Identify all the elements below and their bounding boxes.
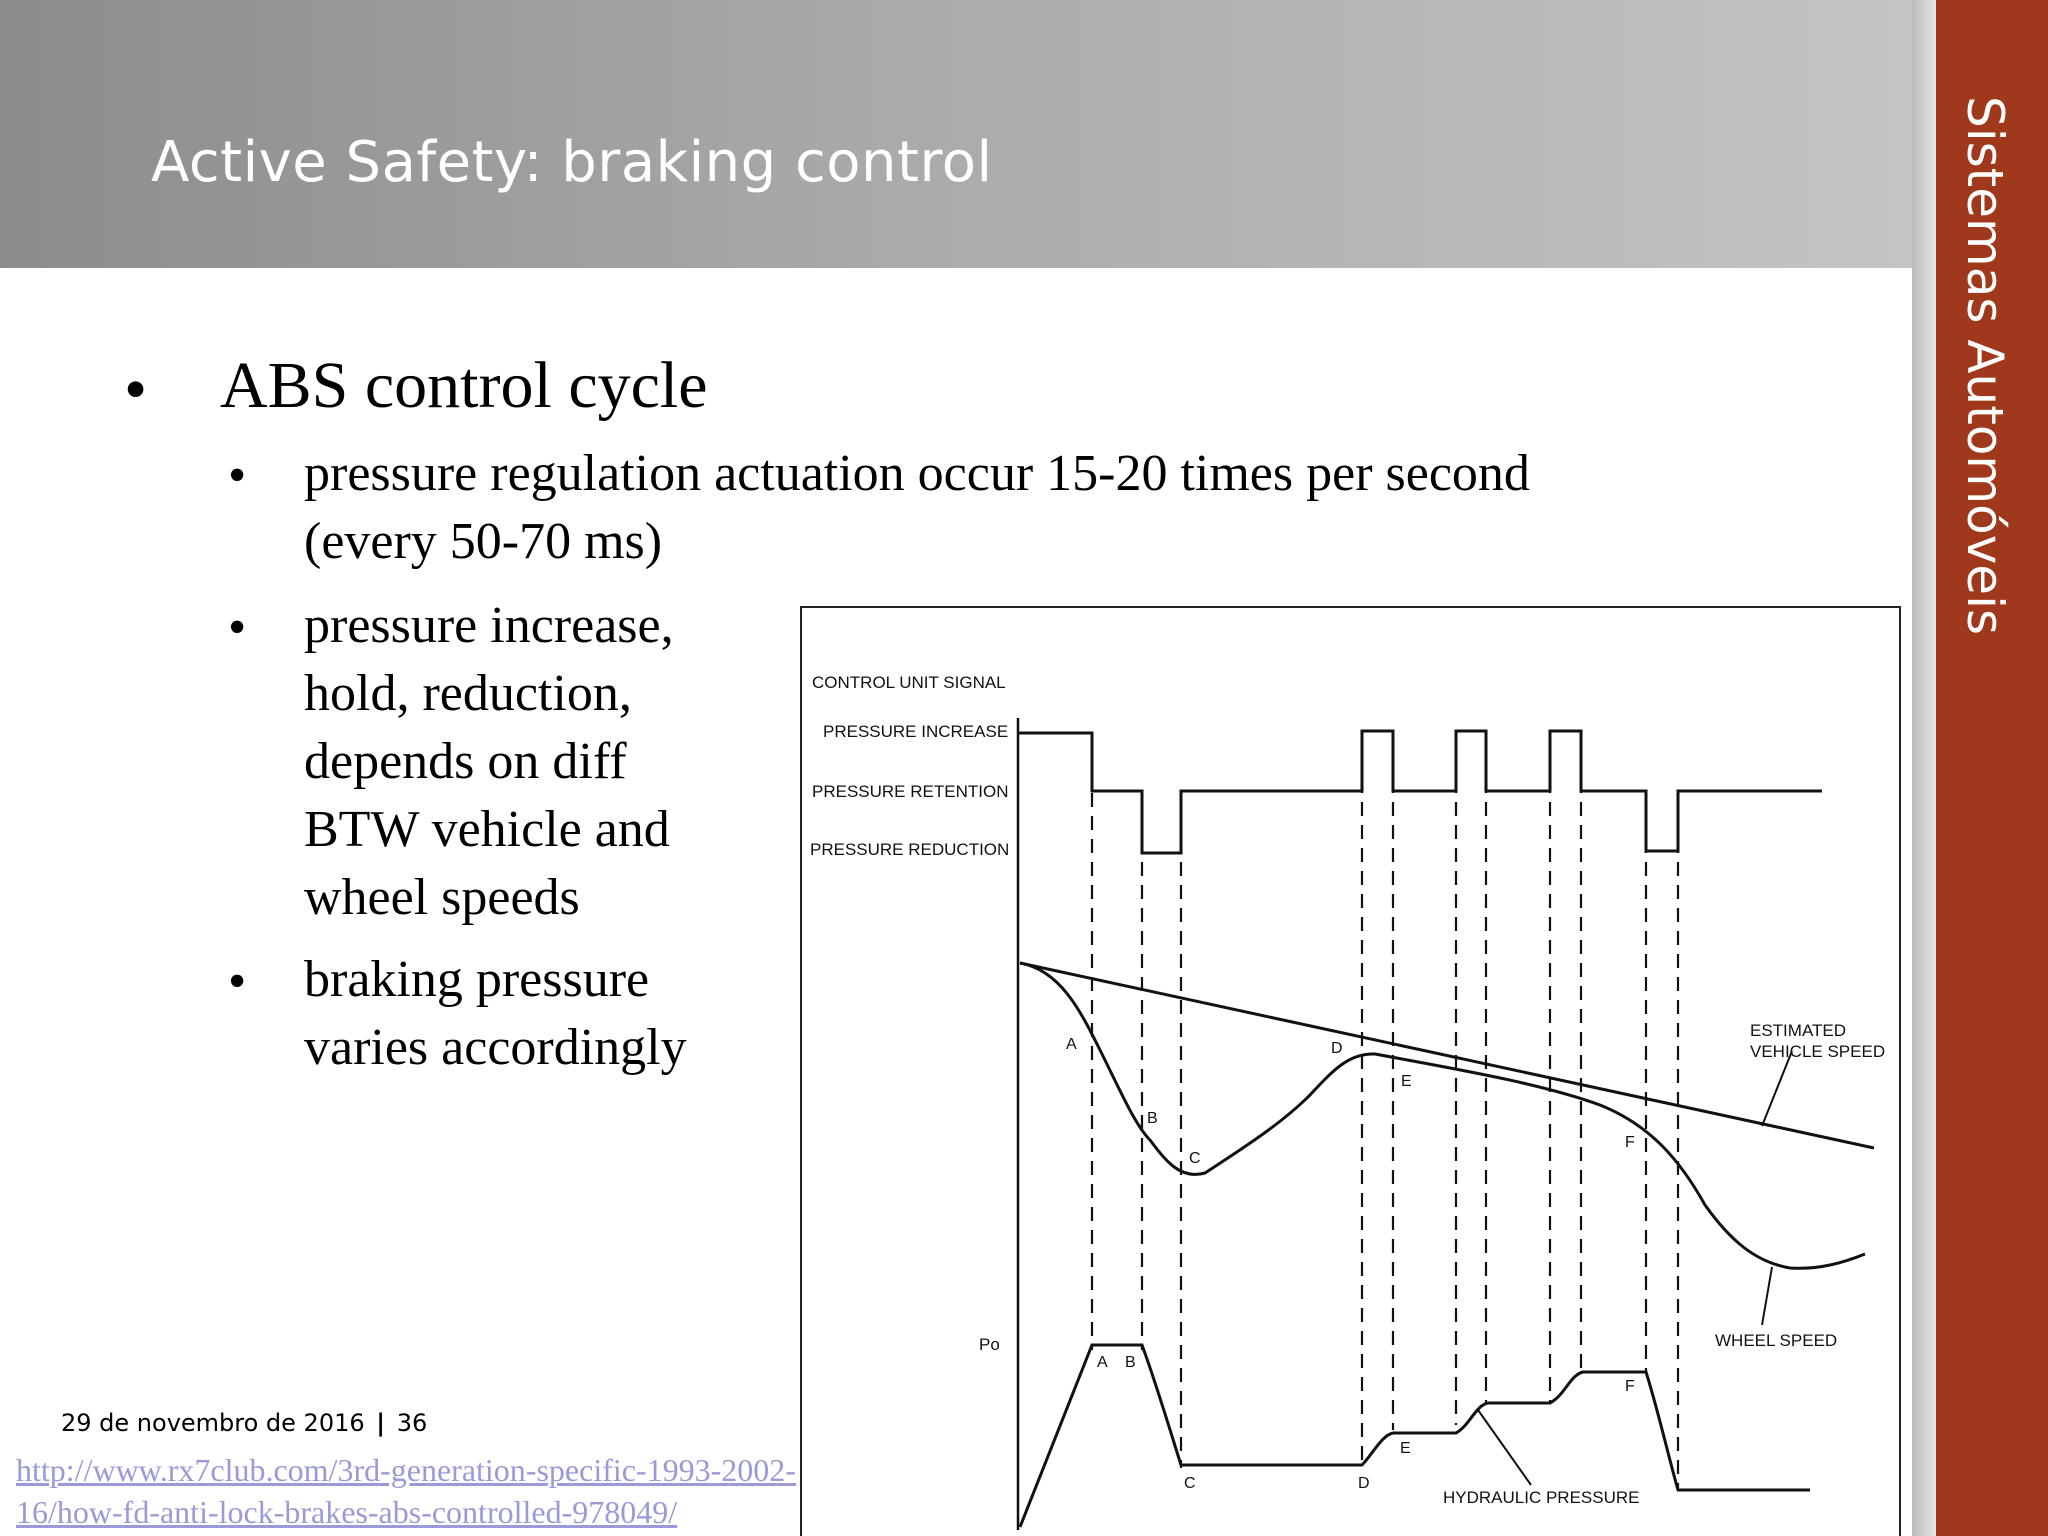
- vehicle-speed-label-1: ESTIMATED: [1750, 1021, 1847, 1040]
- hydraulic-pressure-curve: [1020, 1345, 1810, 1527]
- subbullet-1-line-1: pressure regulation actuation occur 15-20 times per second: [304, 445, 1530, 502]
- subbullet-2-line-4: BTW vehicle and: [304, 801, 670, 858]
- point-e-pressure: E: [1400, 1440, 1411, 1457]
- subbullet-3: [304, 946, 687, 1082]
- slide-title: Active Safety: braking control: [151, 130, 993, 195]
- wheel-speed-leader: [1762, 1267, 1772, 1325]
- point-d-speed: D: [1331, 1040, 1343, 1057]
- vehicle-speed-leader: [1762, 1051, 1792, 1126]
- subbullet-1: [304, 440, 1530, 576]
- subbullet-2-line-5: wheel speeds: [304, 869, 580, 926]
- subbullet-marker-1: •: [228, 447, 247, 504]
- source-link-line-1[interactable]: http://www.rx7club.com/3rd-generation-specific-1993-2002-: [16, 1452, 796, 1488]
- page-number: 36: [396, 1409, 428, 1437]
- subbullet-marker-3: •: [228, 953, 247, 1010]
- point-b-speed: B: [1147, 1110, 1158, 1127]
- vehicle-speed-label-2: VEHICLE SPEED: [1750, 1042, 1886, 1061]
- wheel-speed-label: WHEEL SPEED: [1715, 1331, 1838, 1350]
- hydraulic-pressure-label: HYDRAULIC PRESSURE: [1443, 1488, 1640, 1507]
- pressure-increase-label: PRESSURE INCREASE: [823, 722, 1009, 741]
- abs-control-cycle-diagram: [798, 604, 1902, 1536]
- po-label: Po: [979, 1335, 1000, 1354]
- point-f-pressure: F: [1625, 1378, 1635, 1395]
- subbullet-2-line-3: depends on diff: [304, 733, 627, 790]
- bullet-heading: ABS control cycle: [220, 349, 708, 422]
- bullet-marker: •: [124, 353, 148, 426]
- diagram-frame: [801, 607, 1900, 1536]
- footer-date-text: 29 de novembro de 2016: [61, 1409, 365, 1437]
- pressure-retention-label: PRESSURE RETENTION: [812, 782, 1009, 801]
- point-b-pressure: B: [1125, 1354, 1136, 1371]
- sidebar-shadow: [1912, 0, 1936, 1536]
- footer-separator: |: [376, 1409, 386, 1437]
- slide-header: [0, 0, 1912, 268]
- subbullet-2-line-2: hold, reduction,: [304, 665, 632, 722]
- course-title: Sistemas Automóveis: [1956, 96, 2014, 636]
- subbullet-2: [304, 592, 674, 932]
- phase-lines: [1092, 733, 1678, 1490]
- subbullet-2-line-1: pressure increase,: [304, 597, 674, 654]
- hydraulic-leader: [1478, 1410, 1531, 1485]
- footer-date: [61, 1409, 427, 1437]
- signal-title-label: CONTROL UNIT SIGNAL: [812, 673, 1006, 692]
- control-signal-wave: [1018, 731, 1822, 853]
- source-link[interactable]: [16, 1449, 876, 1533]
- point-e-speed: E: [1401, 1073, 1412, 1090]
- point-f-speed: F: [1625, 1134, 1635, 1151]
- point-d-pressure: D: [1358, 1475, 1370, 1492]
- subbullet-3-line-1: braking pressure: [304, 951, 650, 1008]
- source-link-line-2[interactable]: 16/how-fd-anti-lock-brakes-abs-controlled-978049/: [16, 1494, 678, 1530]
- point-c-speed: C: [1189, 1150, 1201, 1167]
- subbullet-3-line-2: varies accordingly: [304, 1019, 687, 1076]
- pressure-reduction-label: PRESSURE REDUCTION: [810, 840, 1010, 859]
- point-a-speed: A: [1066, 1036, 1077, 1053]
- subbullet-marker-2: •: [228, 599, 247, 656]
- point-a-pressure: A: [1097, 1354, 1108, 1371]
- point-c-pressure: C: [1184, 1475, 1196, 1492]
- subbullet-1-line-2: (every 50-70 ms): [304, 513, 663, 570]
